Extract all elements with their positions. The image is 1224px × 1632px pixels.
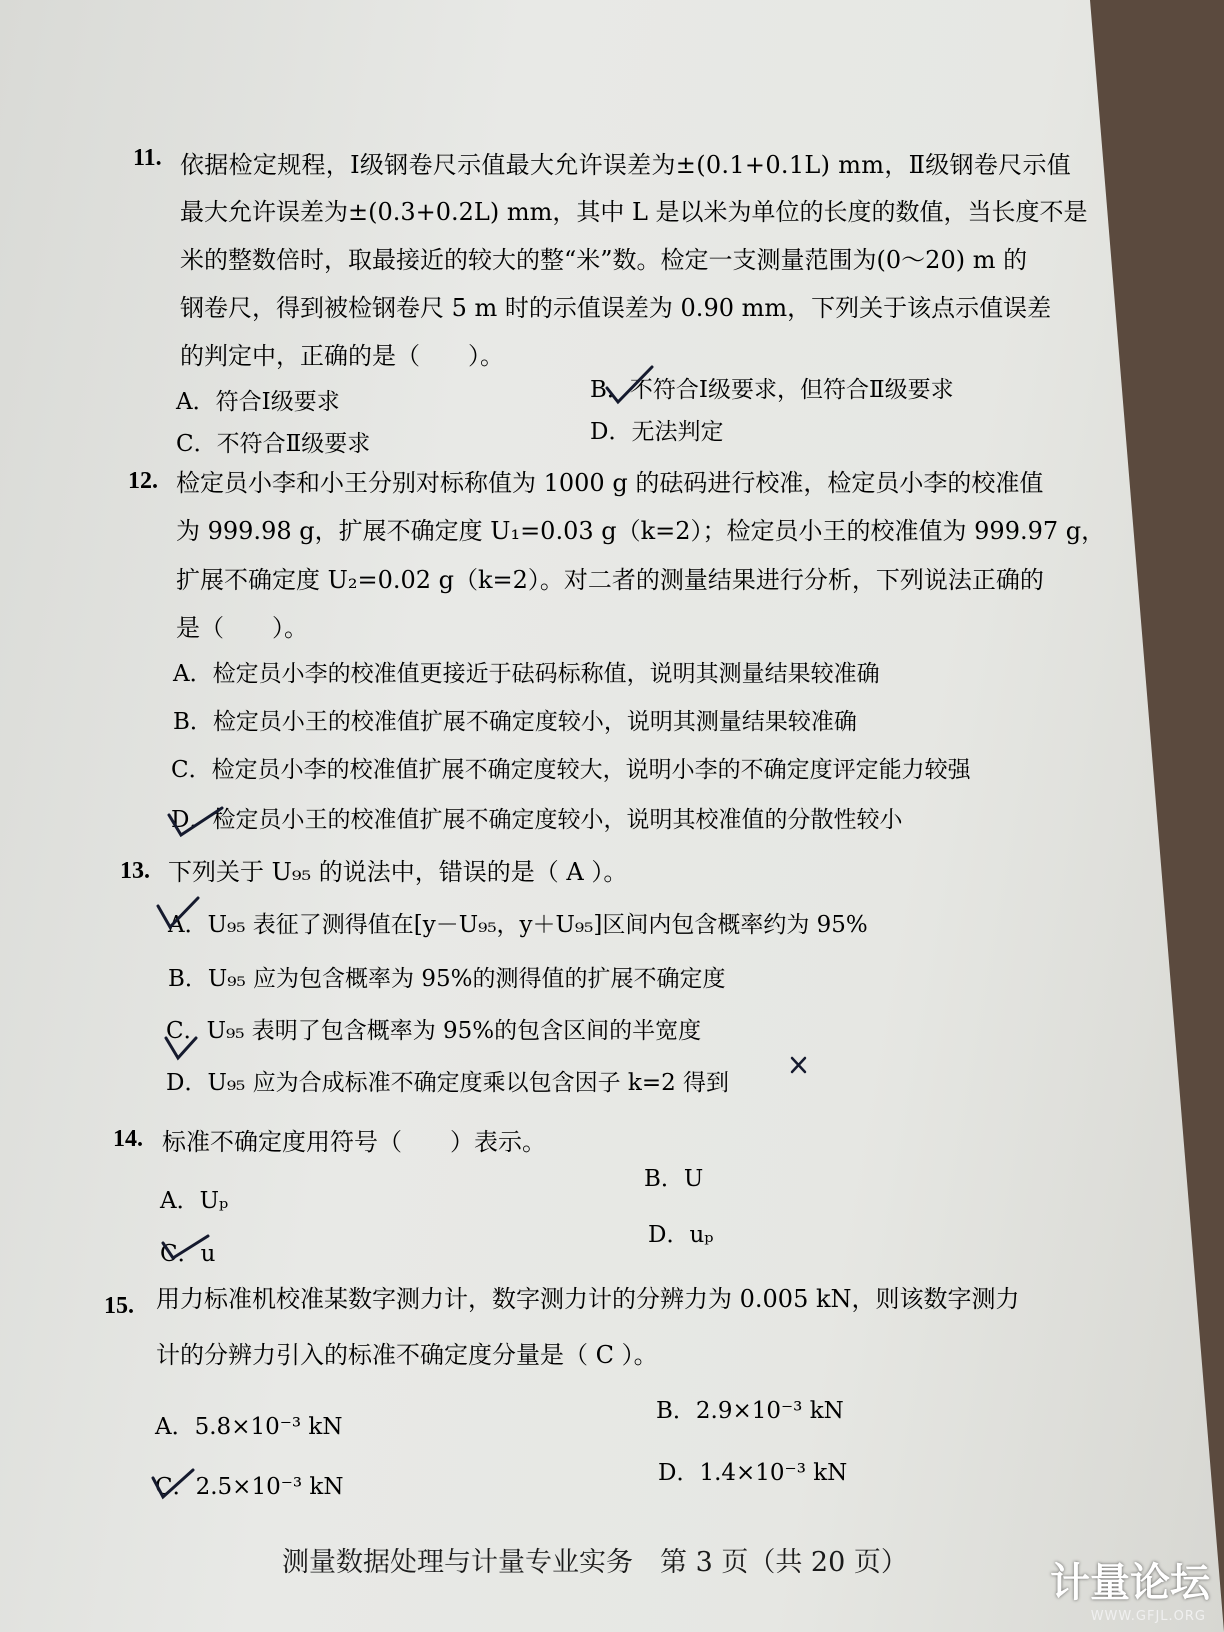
option-a: A．符合Ⅰ级要求 xyxy=(176,389,340,415)
option-d: D．无法判定 xyxy=(590,419,724,445)
watermark-url: WWW.GFJL.ORG xyxy=(1090,1609,1206,1624)
question-text-line: 下列关于 U₉₅ 的说法中，错误的是（ A ）。 xyxy=(168,858,628,886)
question-text-line: 最大允许误差为±(0.3+0.2L) mm，其中 L 是以米为单位的长度的数值，当长度不是 xyxy=(180,198,1088,226)
option-a: A．5.8×10⁻³ kN xyxy=(155,1414,343,1440)
question-text-line: 扩展不确定度 U₂=0.02 g（k=2）。对二者的测量结果进行分析，下列说法正确的 xyxy=(176,566,1044,594)
question-text-line: 的判定中，正确的是（ ）。 xyxy=(180,342,504,370)
option-b: B．2.9×10⁻³ kN xyxy=(656,1398,844,1424)
question-number: 15. xyxy=(104,1293,134,1319)
checkmark-icon xyxy=(166,1038,196,1058)
question-text-line: 为 999.98 g，扩展不确定度 U₁=0.03 g（k=2）；检定员小王的校准值为 999.97 g， xyxy=(176,517,1106,545)
checkmark-icon xyxy=(163,1236,208,1258)
question-text-line: 检定员小李和小王分别对标称值为 1000 g 的砝码进行校准，检定员小李的校准值 xyxy=(176,469,1044,497)
option-d: D．uₚ xyxy=(648,1222,714,1248)
question-number: 12. xyxy=(128,468,158,494)
question-text-line: 用力标准机校准某数字测力计，数字测力计的分辨力为 0.005 kN，则该数字测力 xyxy=(156,1285,1020,1313)
option-d: D．检定员小王的校准值扩展不确定度较小，说明其校准值的分散性较小 xyxy=(171,807,903,833)
option-c: C．检定员小李的校准值扩展不确定度较大，说明小李的不确定度评定能力较强 xyxy=(171,757,971,783)
option-b: B．U xyxy=(644,1166,704,1192)
checkmark-icon xyxy=(153,1470,193,1497)
option-c: C．2.5×10⁻³ kN xyxy=(155,1474,344,1500)
option-a: A．检定员小李的校准值更接近于砝码标称值，说明其测量结果较准确 xyxy=(173,661,880,687)
checkmark-icon xyxy=(158,898,198,927)
option-c: C．U₉₅ 表明了包含概率为 95%的包含区间的半宽度 xyxy=(166,1018,702,1044)
option-b: B．检定员小王的校准值扩展不确定度较小，说明其测量结果较准确 xyxy=(173,709,857,735)
watermark-logo: 计量论坛 xyxy=(1050,1560,1210,1606)
option-d: D．U₉₅ 应为合成标准不确定度乘以包含因子 k=2 得到 xyxy=(166,1070,730,1096)
question-text-line: 标准不确定度用符号（ ）表示。 xyxy=(162,1128,546,1156)
question-text-line: 钢卷尺，得到被检钢卷尺 5 m 时的示值误差为 0.90 mm，下列关于该点示值误差 xyxy=(180,294,1052,322)
option-a: A．Uₚ xyxy=(160,1188,229,1214)
page-footer: 测量数据处理与计量专业实务 第 3 页（共 20 页） xyxy=(282,1547,908,1578)
cross-mark-icon xyxy=(792,1058,805,1072)
option-d: D．1.4×10⁻³ kN xyxy=(658,1460,848,1486)
question-text-line: 米的整数倍时，取最接近的较大的整“米”数。检定一支测量范围为(0～20) m 的 xyxy=(180,246,1028,274)
question-text-line: 依据检定规程，Ⅰ级钢卷尺示值最大允许误差为±(0.1+0.1L) mm，Ⅱ级钢卷尺示值 xyxy=(180,151,1072,179)
checkmark-icon xyxy=(169,808,222,835)
checkmark-icon xyxy=(607,367,652,402)
option-c: C．不符合Ⅱ级要求 xyxy=(176,431,371,457)
question-number: 13. xyxy=(120,858,150,884)
question-number: 14. xyxy=(113,1126,143,1152)
question-text-line: 计的分辨力引入的标准不确定度分量是（ C ）。 xyxy=(156,1341,658,1369)
option-b: B．U₉₅ 应为包含概率为 95%的测得值的扩展不确定度 xyxy=(168,966,726,992)
option-c: C．u xyxy=(160,1241,216,1267)
option-b: B．不符合Ⅰ级要求，但符合Ⅱ级要求 xyxy=(590,377,954,403)
question-number: 11. xyxy=(133,145,162,171)
option-a: A．U₉₅ 表征了测得值在[y－U₉₅，y＋U₉₅]区间内包含概率约为 95% xyxy=(168,912,868,938)
question-text-line: 是（ ）。 xyxy=(176,614,308,642)
